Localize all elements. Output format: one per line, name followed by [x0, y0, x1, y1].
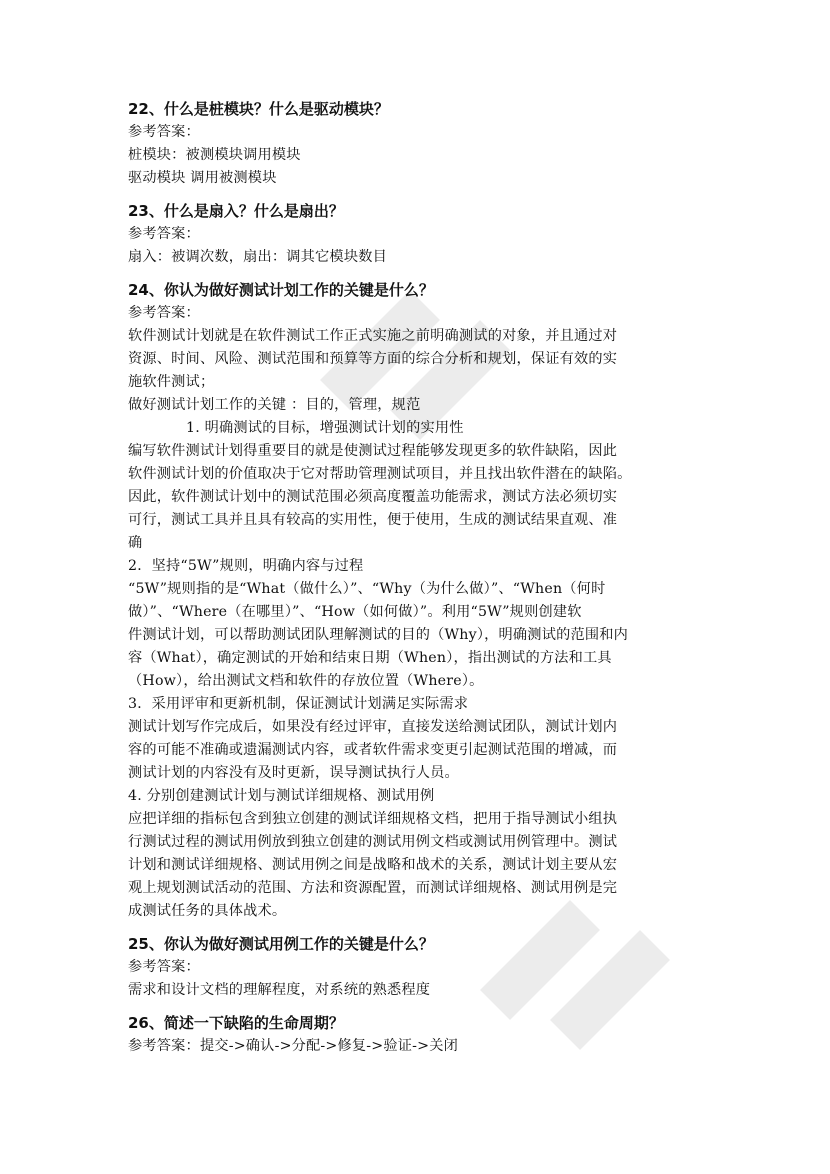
point-2-heading: 2．坚持“5W”规则，明确内容与过程: [128, 558, 364, 574]
question-24: 24、你认为做好测试计划工作的关键是什么？: [128, 281, 434, 299]
answer-line: 件测试计划，可以帮助测试团队理解测试的目的（Why），明确测试的范围和内: [128, 627, 629, 643]
section-26: [128, 1012, 728, 1058]
answer-line: 软件测试计划的价值取决于它对帮助管理测试项目，并且找出软件潜在的缺陷。: [128, 466, 632, 482]
section-23: [128, 200, 728, 269]
answer-line: 资源、时间、风险、测试范围和预算等方面的综合分析和规划，保证有效的实: [128, 351, 618, 367]
answer-line: 桩模块：被测模块调用模块: [128, 147, 301, 163]
answer-line: 因此，软件测试计划中的测试范围必须高度覆盖功能需求，测试方法必须切实: [128, 489, 618, 505]
question-23: 23、什么是扇入？什么是扇出？: [128, 202, 344, 220]
answer-line: 编写软件测试计划得重要目的就是使测试过程能够发现更多的软件缺陷，因此: [128, 443, 618, 459]
answer-line: 容的可能不准确或遗漏测试内容，或者软件需求变更引起测试范围的增减，而: [128, 742, 618, 758]
answer-line: “5W”规则指的是“What（做什么）”、“Why（为什么做）”、“When（何时: [128, 581, 606, 597]
section-25: [128, 933, 728, 1002]
answer-line: 计划和测试详细规格、测试用例之间是战略和战术的关系，测试计划主要从宏: [128, 857, 618, 873]
answer-line: 驱动模块 调用被测模块: [128, 170, 277, 186]
answer-line: 做好测试计划工作的关键 ：目的，管理，规范: [128, 397, 421, 413]
answer-line: 测试计划的内容没有及时更新，误导测试执行人员。: [128, 765, 459, 781]
section-24: [128, 279, 728, 923]
answer-label: 参考答案：: [128, 226, 200, 242]
section-22: [128, 98, 728, 190]
answer-line: 做）”、“Where（在哪里）”、“How（如何做）”。利用“5W”规则创建软: [128, 604, 582, 620]
answer-line: 观上规划测试活动的范围、方法和资源配置，而测试详细规格、测试用例是完: [128, 880, 618, 896]
answer-label: 参考答案：: [128, 305, 200, 321]
answer-line: 参考答案：提交->确认->分配->修复->验证->关闭: [128, 1038, 458, 1054]
answer-line: 需求和设计文档的理解程度，对系统的熟悉程度: [128, 982, 431, 998]
answer-label: 参考答案：: [128, 959, 200, 975]
answer-line: （How），给出测试文档和软件的存放位置（Where）。: [128, 673, 484, 689]
answer-line: 扇入：被调次数，扇出：调其它模块数目: [128, 249, 387, 265]
answer-line: 行测试过程的测试用例放到独立创建的测试用例文档或测试用例管理中。测试: [128, 834, 618, 850]
question-26: 26、简述一下缺陷的生命周期？: [128, 1014, 344, 1032]
point-3-heading: 3．采用评审和更新机制，保证测试计划满足实际需求: [128, 696, 469, 712]
document-body: [128, 98, 728, 1058]
point-4-heading: 4. 分别创建测试计划与测试详细规格、测试用例: [128, 788, 435, 804]
answer-line: 容（What），确定测试的开始和结束日期（When），指出测试的方法和工具: [128, 650, 612, 666]
answer-line: 软件测试计划就是在软件测试工作正式实施之前明确测试的对象，并且通过对: [128, 328, 618, 344]
answer-line: 可行，测试工具并且具有较高的实用性，便于使用，生成的测试结果直观、准: [128, 512, 618, 528]
answer-line: 应把详细的指标包含到独立创建的测试详细规格文档，把用于指导测试小组执: [128, 811, 618, 827]
answer-line: 确: [128, 535, 143, 551]
question-22: 22、什么是桩模块？什么是驱动模块？: [128, 100, 389, 118]
answer-line: 测试计划写作完成后，如果没有经过评审，直接发送给测试团队，测试计划内: [128, 719, 618, 735]
answer-line: 施软件测试；: [128, 374, 215, 390]
answer-line: 成测试任务的具体战术。: [128, 903, 287, 919]
question-25: 25、你认为做好测试用例工作的关键是什么？: [128, 935, 434, 953]
answer-label: 参考答案：: [128, 124, 200, 140]
point-1-heading: 1. 明确测试的目标，增强测试计划的实用性: [186, 420, 464, 436]
